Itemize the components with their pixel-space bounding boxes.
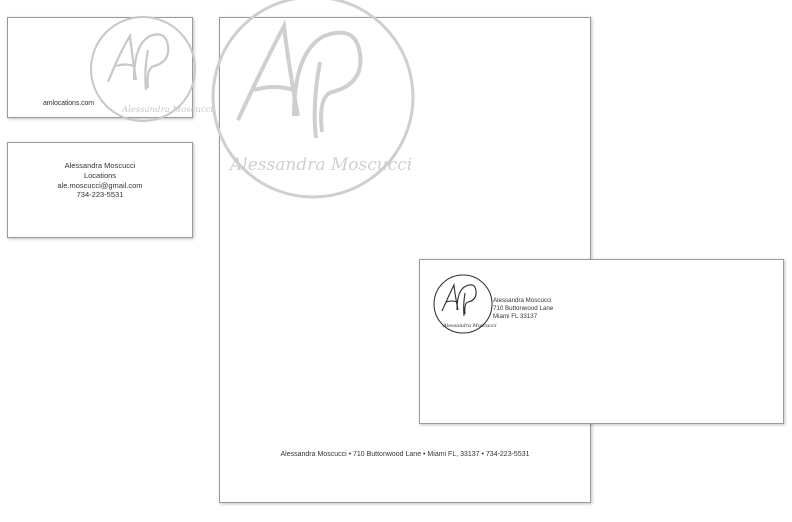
card-title: Locations — [83, 170, 117, 180]
business-card-front — [7, 17, 214, 118]
return-city: Miami FL 33137 — [493, 313, 538, 321]
card-email: ale.moscucci@gmail.com — [57, 180, 143, 190]
logo-name-text: Alessandra Moscucci — [122, 105, 214, 115]
logo-name-text: Alessandra Moscucci — [230, 155, 413, 175]
card-name: Alessandra Moscucci — [64, 161, 136, 170]
return-name: Alessandra Moscucci — [493, 297, 552, 304]
monogram-logo — [432, 273, 497, 335]
monogram-logo-watermark — [208, 0, 418, 202]
business-card-back — [7, 142, 193, 238]
card-phone: 734-223-5531 — [76, 190, 124, 200]
logo-name-text: Alessandra Moscucci — [443, 323, 497, 329]
website-text: amlocations.com — [43, 100, 95, 107]
monogram-logo — [88, 14, 214, 124]
envelope — [419, 259, 784, 424]
return-street: 710 Buttonwood Lane — [493, 305, 554, 313]
letterhead-footer: Alessandra Moscucci • 710 Buttonwood Lane • Miami FL, 33137 • 734-223-5531 — [280, 451, 530, 458]
